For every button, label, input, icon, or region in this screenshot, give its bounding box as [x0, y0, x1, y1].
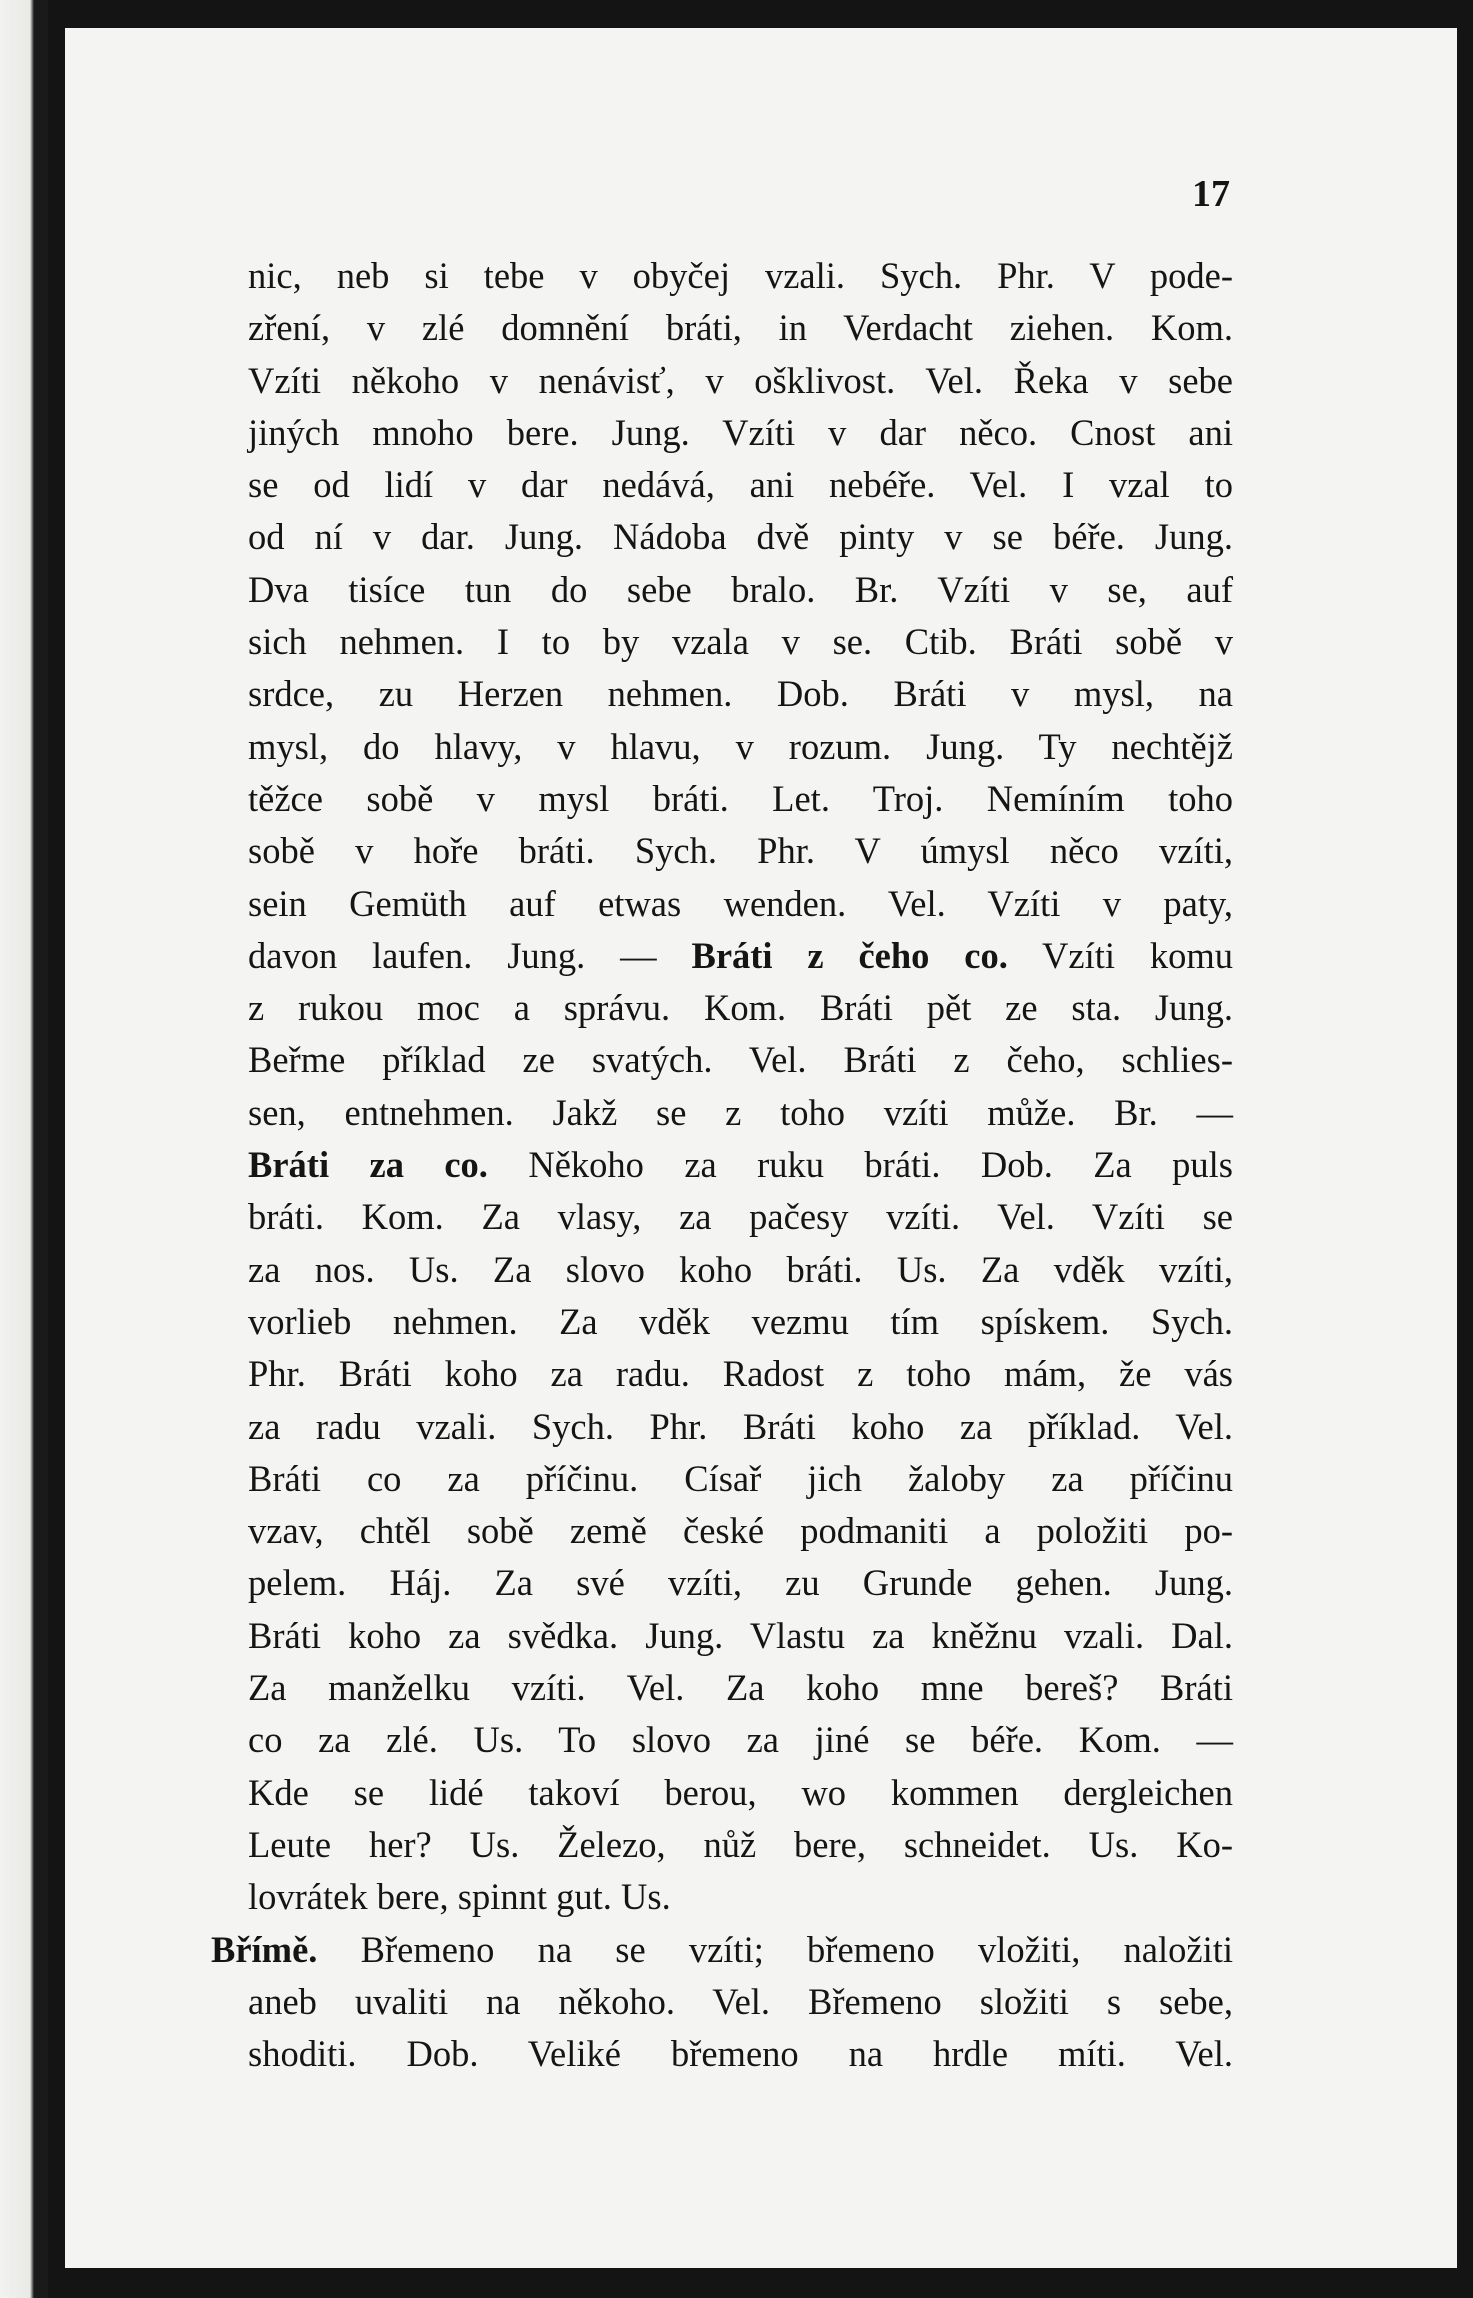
dictionary-text-block	[211, 250, 1233, 2080]
text-run: jiných mnoho bere. Jung. Vzíti v dar něco. Cnost ani	[248, 411, 1233, 453]
text-line	[248, 1662, 1233, 1714]
text-line	[248, 1191, 1233, 1243]
text-run: bráti. Kom. Za vlasy, za pačesy vzíti. Vel. Vzíti se	[248, 1196, 1233, 1238]
text-run: z rukou moc a správu. Kom. Bráti pět ze sta. Jung.	[248, 987, 1233, 1029]
text-run: zření, v zlé domnění bráti, in Verdacht ziehen. Kom.	[248, 307, 1233, 349]
text-line	[248, 878, 1233, 930]
text-run: od ní v dar. Jung. Nádoba dvě pinty v se béře. Jung.	[248, 516, 1233, 558]
text-run: Dva tisíce tun do sebe bralo. Br. Vzíti v se, auf	[248, 568, 1233, 610]
text-line	[211, 1924, 1233, 1976]
text-run: sich nehmen. I to by vzala v se. Ctib. Bráti sobě v	[248, 621, 1233, 663]
text-run: Bráti koho za svědka. Jung. Vlastu za kněžnu vzali. Dal.	[248, 1614, 1233, 1656]
text-run: srdce, zu Herzen nehmen. Dob. Bráti v mysl, na	[248, 673, 1233, 715]
text-line	[248, 1348, 1233, 1400]
text-line	[248, 1767, 1233, 1819]
headword: Břímě.	[211, 1928, 318, 1970]
text-line	[248, 773, 1233, 825]
text-run: Leute her? Us. Železo, nůž bere, schneidet. Us. Ko-	[248, 1823, 1233, 1865]
text-line	[248, 616, 1233, 668]
text-line	[248, 930, 1233, 982]
text-line	[248, 407, 1233, 459]
text-run: sobě v hoře bráti. Sych. Phr. V úmysl něco vzíti,	[248, 830, 1233, 872]
text-run: se od lidí v dar nedává, ani nebéře. Vel. I vzal to	[248, 464, 1233, 506]
text-run: vzav, chtěl sobě země české podmaniti a položiti po-	[248, 1510, 1233, 1552]
text-run: Břemeno na se vzíti; břemeno vložiti, naložiti	[317, 1928, 1233, 1970]
text-run: nic, neb si tebe v obyčej vzali. Sych. Phr. V pode-	[248, 255, 1233, 296]
text-run: pelem. Háj. Za své vzíti, zu Grunde gehen. Jung.	[248, 1562, 1233, 1604]
text-line	[248, 1453, 1233, 1505]
text-line	[248, 1139, 1233, 1191]
headword: Bráti z čeho co.	[691, 934, 1008, 976]
headword: Bráti za co.	[248, 1144, 488, 1186]
text-run: co za zlé. Us. To slovo za jiné se béře. Kom. —	[248, 1719, 1233, 1761]
text-line	[248, 721, 1233, 773]
text-line	[248, 1610, 1233, 1662]
text-run: mysl, do hlavy, v hlavu, v rozum. Jung. Ty nechtějž	[248, 725, 1233, 767]
text-run: těžce sobě v mysl bráti. Let. Troj. Nemíním toho	[248, 777, 1233, 819]
text-line	[248, 1557, 1233, 1609]
text-run: za nos. Us. Za slovo koho bráti. Us. Za vděk vzíti,	[248, 1248, 1233, 1290]
text-line	[248, 1976, 1233, 2028]
text-line	[248, 1296, 1233, 1348]
text-run: vorlieb nehmen. Za vděk vezmu tím spískem. Sych.	[248, 1300, 1233, 1342]
text-line	[248, 1244, 1233, 1296]
text-run: Vzíti někoho v nenávisť, v ošklivost. Vel. Řeka v sebe	[248, 359, 1233, 401]
text-run: aneb uvaliti na někoho. Vel. Břemeno složiti s sebe,	[248, 1980, 1233, 2022]
page-number: 17	[1192, 173, 1230, 215]
text-run: sein Gemüth auf etwas wenden. Vel. Vzíti v paty,	[248, 882, 1233, 924]
text-line	[248, 1034, 1233, 1086]
text-run: za radu vzali. Sych. Phr. Bráti koho za příklad. Vel.	[248, 1405, 1233, 1447]
text-line	[248, 250, 1233, 302]
text-line	[248, 1087, 1233, 1139]
text-line	[248, 1401, 1233, 1453]
text-line	[248, 459, 1233, 511]
text-run: Phr. Bráti koho za radu. Radost z toho mám, že vás	[248, 1353, 1233, 1395]
text-run: Někoho za ruku bráti. Dob. Za puls	[487, 1144, 1233, 1186]
text-run: Za manželku vzíti. Vel. Za koho mne bereš? Bráti	[248, 1667, 1233, 1709]
adjacent-page-edge	[0, 0, 48, 2298]
text-line	[248, 302, 1233, 354]
text-run: davon laufen. Jung. —	[248, 934, 692, 976]
text-run: Vzíti komu	[1007, 934, 1233, 976]
text-run: Bráti co za příčinu. Císař jich žaloby za příčinu	[248, 1457, 1233, 1499]
text-line	[248, 1505, 1233, 1557]
text-run: Kde se lidé takoví berou, wo kommen dergleichen	[248, 1771, 1233, 1813]
text-line	[248, 1819, 1233, 1871]
text-run: lovrátek bere, spinnt gut. Us.	[248, 1876, 671, 1918]
text-line	[248, 668, 1233, 720]
text-line	[248, 511, 1233, 563]
text-line	[248, 1714, 1233, 1766]
text-line	[248, 2028, 1233, 2080]
text-run: shoditi. Dob. Veliké břemeno na hrdle míti. Vel.	[248, 2033, 1233, 2075]
text-run: Beřme příklad ze svatých. Vel. Bráti z čeho, schlies-	[248, 1039, 1233, 1081]
text-line	[248, 825, 1233, 877]
text-line	[248, 355, 1233, 407]
text-run: sen, entnehmen. Jakž se z toho vzíti může. Br. —	[248, 1091, 1233, 1133]
text-line	[248, 1871, 1233, 1923]
text-line	[248, 982, 1233, 1034]
text-line	[248, 564, 1233, 616]
